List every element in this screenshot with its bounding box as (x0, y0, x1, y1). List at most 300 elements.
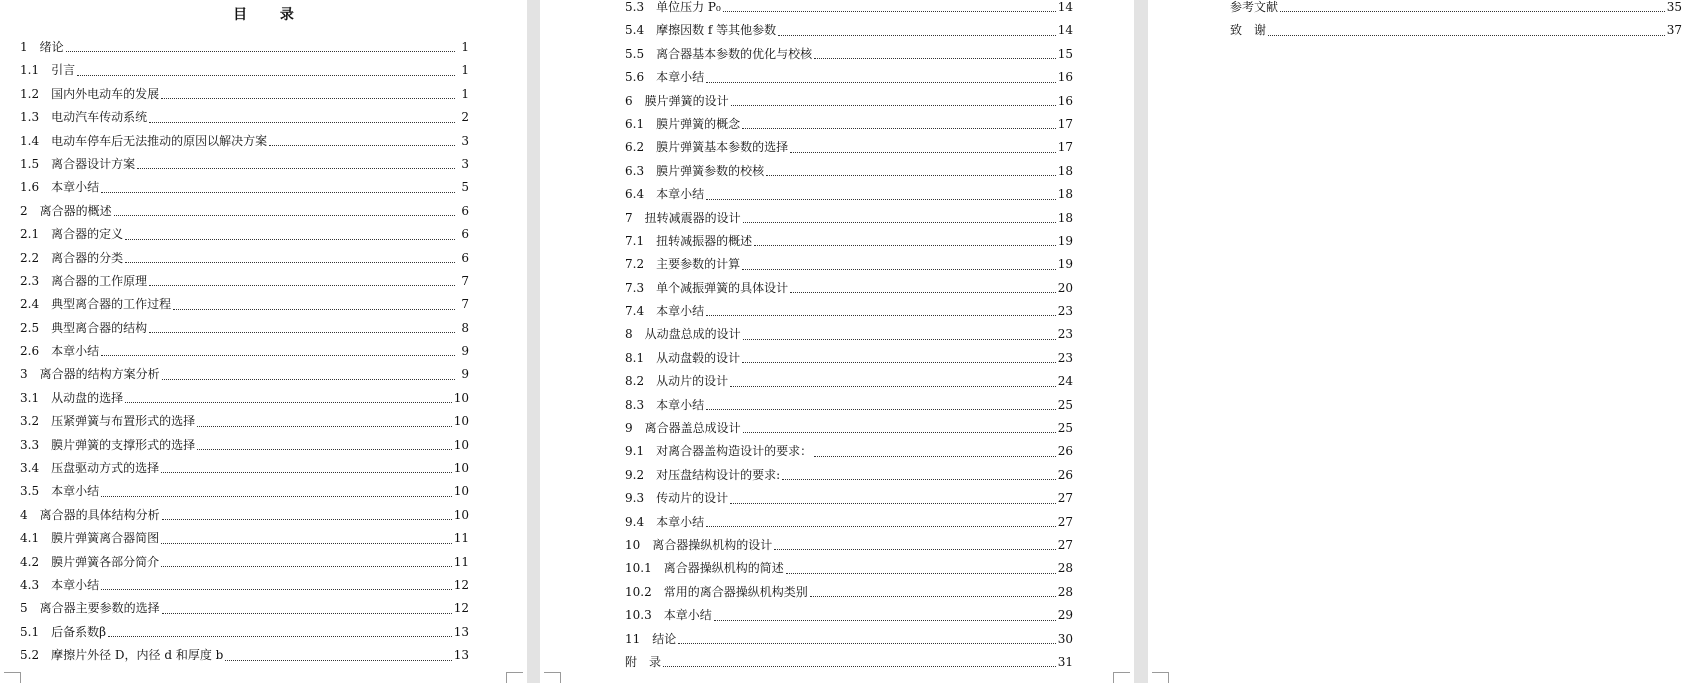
dot-leader (790, 292, 1056, 293)
toc-entry[interactable] (625, 557, 1073, 580)
toc-entry-number: 6.3 (625, 163, 645, 178)
toc-entry[interactable] (20, 247, 469, 270)
toc-entry-number: 1.4 (20, 133, 40, 148)
toc-entry-page-number: 6 (461, 227, 469, 242)
toc-entry-number: 3.1 (20, 390, 40, 405)
toc-entry-title: 对离合器盖构造设计的要求： (656, 444, 813, 459)
document-page-2 (540, 0, 1134, 683)
toc-entry[interactable] (625, 113, 1073, 136)
dot-leader (161, 543, 452, 544)
toc-entry-page-number: 23 (1057, 350, 1073, 365)
toc-entry[interactable] (20, 410, 469, 433)
toc-entry-title: 本章小结 (656, 397, 705, 412)
toc-entry-title: 压盘驱动方式的选择 (51, 461, 160, 476)
toc-entry-title: 扭转减振器的概述 (656, 233, 753, 248)
toc-entry-number: 4.3 (20, 577, 40, 592)
toc-entry-title: 压紧弹簧与布置形式的选择 (51, 414, 196, 429)
toc-entry-page-number: 14 (1057, 23, 1073, 38)
toc-entry-number: 10.3 (625, 608, 652, 623)
toc-entry-number: 6.1 (625, 116, 645, 131)
toc-entry-title: 单个减振弹簧的具体设计 (656, 280, 789, 295)
dot-leader (742, 269, 1056, 270)
dot-leader (766, 175, 1056, 176)
toc-entry-page-number: 25 (1057, 421, 1073, 436)
toc-entry-page-number: 9 (461, 367, 469, 382)
dot-leader (101, 192, 455, 193)
toc-entry-number: 5.6 (625, 70, 645, 85)
toc-entry-title: 本章小结 (51, 344, 100, 359)
toc-entry[interactable] (625, 323, 1073, 346)
toc-entry-title: 摩擦因数 f 等其他参数 (656, 23, 777, 38)
toc-entry-page-number: 18 (1057, 210, 1073, 225)
toc-entry-title: 对压盘结构设计的要求: (656, 467, 781, 482)
toc-entry-title: 膜片弹簧的设计 (644, 93, 729, 108)
toc-entry-number: 1.3 (20, 110, 40, 125)
dot-leader (162, 519, 452, 520)
toc-entry[interactable] (20, 293, 469, 316)
toc-entry-page-number: 20 (1057, 280, 1073, 295)
toc-entry-page-number: 16 (1057, 70, 1073, 85)
toc-entry-number: 7.4 (625, 304, 645, 319)
dot-leader (814, 58, 1056, 59)
toc-entry-number: 9.1 (625, 444, 645, 459)
toc-entry-title: 离合器的具体结构分析 (39, 507, 160, 522)
toc-entry-number: 3.4 (20, 461, 40, 476)
toc-entry-title: 本章小结 (656, 70, 705, 85)
toc-entry-title: 离合器的概述 (39, 203, 112, 218)
dot-leader (101, 496, 452, 497)
toc-entry-page-number: 5 (461, 180, 469, 195)
toc-entry-number: 2 (20, 203, 28, 218)
toc-entry-title: 从动盘总成的设计 (644, 327, 741, 342)
toc-entry-title: 录 (649, 654, 662, 669)
toc-entry-title: 从动盘的选择 (51, 390, 124, 405)
dot-leader (66, 51, 455, 52)
toc-entry-page-number: 11 (453, 554, 469, 569)
toc-entry-number: 2.5 (20, 320, 40, 335)
toc-entry-page-number: 14 (1057, 0, 1073, 14)
toc-title: 目 录 (233, 7, 308, 23)
dot-leader (778, 35, 1056, 36)
toc-entry[interactable] (20, 434, 469, 457)
toc-entry-title: 离合器操纵机构的简述 (663, 561, 784, 576)
dot-leader (782, 479, 1056, 480)
toc-entry-page-number: 31 (1057, 654, 1073, 669)
toc-entry-number: 6 (625, 93, 633, 108)
toc-entry-title: 离合器的工作原理 (51, 273, 148, 288)
dot-leader (743, 432, 1056, 433)
toc-entry-number: 3 (20, 367, 28, 382)
toc-entry-title: 常用的离合器操纵机构类别 (663, 584, 808, 599)
toc-entry[interactable] (20, 130, 469, 153)
toc-entry[interactable] (20, 340, 469, 363)
dot-leader (743, 222, 1056, 223)
toc-entry-number: 7 (625, 210, 633, 225)
toc-entry-page-number: 19 (1057, 257, 1073, 272)
toc-entry-number: 7.1 (625, 233, 645, 248)
toc-entry[interactable] (20, 153, 469, 176)
toc-entry-title: 膜片弹簧参数的校核 (656, 163, 765, 178)
toc-entry-page-number: 3 (461, 133, 469, 148)
toc-entry-page-number: 10 (453, 437, 469, 452)
dot-leader (730, 386, 1056, 387)
toc-entry-title: 离合器主要参数的选择 (39, 601, 160, 616)
toc-entry-page-number: 24 (1057, 374, 1073, 389)
toc-entry-page-number: 10 (453, 461, 469, 476)
toc-entry-number: 4.1 (20, 531, 40, 546)
toc-entry-number: 8 (625, 327, 633, 342)
dot-leader (742, 128, 1056, 129)
toc-entry-number: 4 (20, 507, 28, 522)
toc-entry-page-number: 10 (453, 414, 469, 429)
toc-entry[interactable] (625, 511, 1073, 534)
toc-entry[interactable] (625, 628, 1073, 651)
toc-entry-page-number: 3 (461, 156, 469, 171)
toc-entry-number: 8.1 (625, 350, 645, 365)
toc-entry-page-number: 26 (1057, 467, 1073, 482)
toc-entry-title: 扭转减震器的设计 (644, 210, 741, 225)
toc-entry[interactable] (20, 200, 469, 223)
toc-entry-title: 后备系数β (51, 624, 107, 639)
dot-leader (162, 613, 452, 614)
toc-entry[interactable] (625, 487, 1073, 510)
dot-leader (125, 239, 455, 240)
dot-leader (742, 362, 1056, 363)
toc-entry-title: 离合器设计方案 (51, 156, 136, 171)
toc-entry[interactable] (625, 207, 1073, 230)
dot-leader (225, 660, 451, 661)
dot-leader (663, 666, 1056, 667)
dot-leader (149, 332, 455, 333)
toc-entry[interactable] (20, 457, 469, 480)
toc-entry-title: 本章小结 (51, 180, 100, 195)
toc-entry-number: 3.2 (20, 414, 40, 429)
toc-entry-title: 典型离合器的结构 (51, 320, 148, 335)
crop-mark (1113, 672, 1130, 683)
document-page-3 (1148, 0, 1704, 683)
toc-entry[interactable] (20, 317, 469, 340)
toc-entry-page-number: 11 (453, 531, 469, 546)
toc-entry-page-number: 16 (1057, 93, 1073, 108)
toc-entry-page-number: 1 (461, 86, 469, 101)
toc-entry[interactable] (1230, 0, 1682, 19)
toc-entry-title: 谢 (1254, 23, 1267, 38)
toc-entry[interactable] (20, 644, 469, 667)
crop-mark (506, 672, 523, 683)
toc-entry-number: 7.2 (625, 257, 645, 272)
dot-leader (731, 105, 1056, 106)
toc-entry[interactable] (20, 106, 469, 129)
toc-entry[interactable] (625, 534, 1073, 557)
dot-leader (814, 456, 1056, 457)
toc-entry[interactable] (625, 394, 1073, 417)
toc-entry-number: 10.2 (625, 584, 652, 599)
toc-entry-page-number: 6 (461, 250, 469, 265)
toc-entry-title: 离合器盖总成设计 (644, 421, 741, 436)
toc-entry-title: 本章小结 (51, 484, 100, 499)
toc-entry-title: 引言 (51, 63, 76, 78)
dot-leader (137, 168, 455, 169)
toc-entry-page-number: 28 (1057, 584, 1073, 599)
dot-leader (774, 549, 1055, 550)
dot-leader (1280, 11, 1665, 12)
toc-entry[interactable] (625, 160, 1073, 183)
toc-entry-page-number: 18 (1057, 187, 1073, 202)
toc-entry-title: 膜片弹簧各部分简介 (51, 554, 160, 569)
toc-entry[interactable] (20, 504, 469, 527)
toc-entry-number: 9.4 (625, 514, 645, 529)
toc-entry-title: 从动盘毂的设计 (656, 350, 741, 365)
toc-entry-title: 离合器操纵机构的设计 (652, 537, 773, 552)
toc-entry[interactable] (625, 581, 1073, 604)
toc-entry[interactable] (20, 574, 469, 597)
toc-entry[interactable] (625, 440, 1073, 463)
toc-entry-page-number: 10 (453, 390, 469, 405)
toc-entry-title: 本章小结 (656, 514, 705, 529)
toc-entry[interactable] (625, 19, 1073, 42)
toc-entry-page-number: 10 (453, 484, 469, 499)
toc-entry[interactable] (20, 83, 469, 106)
toc-entry[interactable] (625, 253, 1073, 276)
toc-list (625, 0, 1073, 674)
toc-entry-number: 5.2 (20, 648, 40, 663)
toc-entry-title: 膜片弹簧的概念 (656, 116, 741, 131)
toc-entry-number: 5.4 (625, 23, 645, 38)
dot-leader (754, 245, 1056, 246)
toc-entry-page-number: 37 (1666, 23, 1682, 38)
toc-entry-number: 3.5 (20, 484, 40, 499)
dot-leader (706, 526, 1056, 527)
toc-entry-number: 附 (625, 654, 638, 669)
toc-entry-page-number: 15 (1057, 46, 1073, 61)
dot-leader (714, 620, 1056, 621)
toc-entry-title: 离合器的结构方案分析 (39, 367, 160, 382)
toc-entry-title: 电动车停车后无法推动的原因以解决方案 (51, 133, 268, 148)
toc-entry[interactable] (20, 387, 469, 410)
toc-entry[interactable] (625, 43, 1073, 66)
toc-entry-number: 5.5 (625, 46, 645, 61)
dot-leader (173, 309, 455, 310)
toc-entry[interactable] (1230, 19, 1682, 42)
dot-leader (706, 82, 1056, 83)
toc-entry[interactable] (20, 223, 469, 246)
crop-mark (1152, 672, 1169, 683)
toc-entry[interactable] (20, 551, 469, 574)
toc-entry[interactable] (625, 370, 1073, 393)
toc-entry[interactable] (20, 36, 469, 59)
toc-entry[interactable] (625, 464, 1073, 487)
toc-entry-number: 1.6 (20, 180, 40, 195)
toc-entry-page-number: 18 (1057, 163, 1073, 178)
toc-entry-number: 2.1 (20, 227, 40, 242)
toc-entry-title: 绪论 (39, 40, 64, 54)
toc-entry-title: 主要参数的计算 (656, 257, 741, 272)
toc-entry-number: 1.2 (20, 86, 40, 101)
toc-entry-title: 离合器的分类 (51, 250, 124, 265)
dot-leader (197, 449, 452, 450)
toc-entry[interactable] (625, 300, 1073, 323)
toc-entry[interactable] (20, 527, 469, 550)
toc-entry[interactable] (20, 270, 469, 293)
toc-entry-number: 1 (20, 40, 28, 54)
toc-entry-page-number: 17 (1057, 116, 1073, 131)
toc-entry-page-number: 12 (453, 577, 469, 592)
toc-entry-number: 1.1 (20, 63, 40, 78)
dot-leader (810, 596, 1056, 597)
dot-leader (1268, 35, 1665, 36)
toc-entry-page-number: 12 (453, 601, 469, 616)
toc-entry-page-number: 17 (1057, 140, 1073, 155)
toc-entry-page-number: 1 (461, 40, 469, 54)
dot-leader (108, 636, 452, 637)
dot-leader (790, 152, 1056, 153)
toc-entry-number: 10 (625, 537, 641, 552)
toc-entry-title: 国内外电动车的发展 (51, 86, 160, 101)
toc-entry-page-number: 10 (453, 507, 469, 522)
dot-leader (114, 215, 455, 216)
toc-entry[interactable] (625, 66, 1073, 89)
toc-entry-title: 电动汽车传动系统 (51, 110, 148, 125)
toc-entry[interactable] (20, 597, 469, 620)
dot-leader (161, 566, 452, 567)
toc-entry[interactable] (625, 90, 1073, 113)
toc-list (1230, 0, 1682, 43)
toc-entry-title: 从动片的设计 (656, 374, 729, 389)
toc-entry-page-number: 23 (1057, 304, 1073, 319)
toc-entry-page-number: 9 (461, 344, 469, 359)
dot-leader (678, 643, 1055, 644)
toc-entry-number: 9.3 (625, 491, 645, 506)
toc-entry-title: 离合器基本参数的优化与校核 (656, 46, 813, 61)
toc-entry-page-number: 27 (1057, 537, 1073, 552)
toc-entry-title: 本章小结 (51, 577, 100, 592)
dot-leader (786, 573, 1056, 574)
dot-leader (101, 355, 455, 356)
toc-entry[interactable] (625, 136, 1073, 159)
toc-entry-number: 2.3 (20, 273, 40, 288)
toc-entry-number: 6.4 (625, 187, 645, 202)
toc-entry-title: 膜片弹簧的支撑形式的选择 (51, 437, 196, 452)
dot-leader (723, 11, 1056, 12)
dot-leader (149, 285, 455, 286)
document-page-1 (0, 0, 527, 683)
dot-leader (706, 409, 1056, 410)
dot-leader (269, 145, 455, 146)
dot-leader (162, 379, 455, 380)
toc-entry-page-number: 26 (1057, 444, 1073, 459)
toc-entry-page-number: 35 (1666, 0, 1682, 14)
crop-mark (544, 672, 561, 683)
toc-entry-number: 7.3 (625, 280, 645, 295)
dot-leader (706, 199, 1056, 200)
toc-entry-title: 参考文献 (1230, 0, 1279, 14)
dot-leader (101, 589, 452, 590)
toc-entry-page-number: 27 (1057, 491, 1073, 506)
toc-entry-page-number: 2 (461, 110, 469, 125)
toc-entry[interactable] (625, 277, 1073, 300)
dot-leader (161, 472, 452, 473)
toc-entry-page-number: 13 (453, 648, 469, 663)
toc-entry-page-number: 23 (1057, 327, 1073, 342)
dot-leader (743, 339, 1056, 340)
toc-entry-number: 4.2 (20, 554, 40, 569)
toc-entry-title: 单位压力 P₀ (656, 0, 721, 14)
toc-entry-title: 典型离合器的工作过程 (51, 297, 172, 312)
toc-entry-number: 9 (625, 421, 633, 436)
toc-entry-number: 5 (20, 601, 28, 616)
toc-entry[interactable] (20, 621, 469, 644)
dot-leader (161, 98, 455, 99)
toc-entry-title: 结论 (652, 631, 677, 646)
toc-entry-number: 2.2 (20, 250, 40, 265)
toc-entry-page-number: 25 (1057, 397, 1073, 412)
toc-entry-page-number: 29 (1057, 608, 1073, 623)
toc-entry-page-number: 8 (461, 320, 469, 335)
toc-entry-number: 8.2 (625, 374, 645, 389)
toc-entry-title: 传动片的设计 (656, 491, 729, 506)
toc-entry-page-number: 28 (1057, 561, 1073, 576)
toc-list (20, 36, 469, 668)
dot-leader (730, 503, 1056, 504)
toc-entry-page-number: 7 (461, 273, 469, 288)
toc-entry-number: 致 (1230, 23, 1243, 38)
toc-entry[interactable] (625, 0, 1073, 19)
toc-entry-number: 10.1 (625, 561, 652, 576)
crop-mark (4, 672, 21, 683)
toc-entry-page-number: 27 (1057, 514, 1073, 529)
toc-entry-page-number: 13 (453, 624, 469, 639)
dot-leader (149, 122, 455, 123)
toc-entry-title: 摩擦片外径 D，内径 d 和厚度 b (51, 648, 224, 663)
toc-entry[interactable] (625, 417, 1073, 440)
toc-entry[interactable] (20, 480, 469, 503)
toc-entry-number: 11 (625, 631, 641, 646)
toc-entry-title: 离合器的定义 (51, 227, 124, 242)
toc-entry[interactable] (20, 363, 469, 386)
toc-entry-page-number: 19 (1057, 233, 1073, 248)
toc-entry-number: 1.5 (20, 156, 40, 171)
toc-entry-number: 2.4 (20, 297, 40, 312)
dot-leader (77, 75, 455, 76)
dot-leader (125, 402, 452, 403)
toc-entry-number: 9.2 (625, 467, 645, 482)
toc-entry[interactable] (20, 59, 469, 82)
toc-entry-title: 膜片弹簧离合器简图 (51, 531, 160, 546)
toc-entry-page-number: 7 (461, 297, 469, 312)
toc-entry-number: 6.2 (625, 140, 645, 155)
toc-entry-number: 5.1 (20, 624, 40, 639)
toc-entry[interactable] (625, 183, 1073, 206)
toc-entry[interactable] (625, 604, 1073, 627)
toc-entry[interactable] (625, 651, 1073, 674)
toc-entry-page-number: 1 (461, 63, 469, 78)
toc-entry-title: 膜片弹簧基本参数的选择 (656, 140, 789, 155)
dot-leader (706, 315, 1056, 316)
toc-entry-page-number: 6 (461, 203, 469, 218)
toc-entry-number: 8.3 (625, 397, 645, 412)
toc-entry-title: 本章小结 (656, 304, 705, 319)
toc-entry[interactable] (625, 347, 1073, 370)
toc-entry[interactable] (625, 230, 1073, 253)
toc-entry-page-number: 30 (1057, 631, 1073, 646)
toc-entry-number: 5.3 (625, 0, 645, 14)
dot-leader (125, 262, 455, 263)
toc-entry-title: 本章小结 (663, 608, 712, 623)
toc-entry[interactable] (20, 176, 469, 199)
toc-entry-number: 2.6 (20, 344, 40, 359)
toc-entry-title: 本章小结 (656, 187, 705, 202)
dot-leader (197, 426, 452, 427)
